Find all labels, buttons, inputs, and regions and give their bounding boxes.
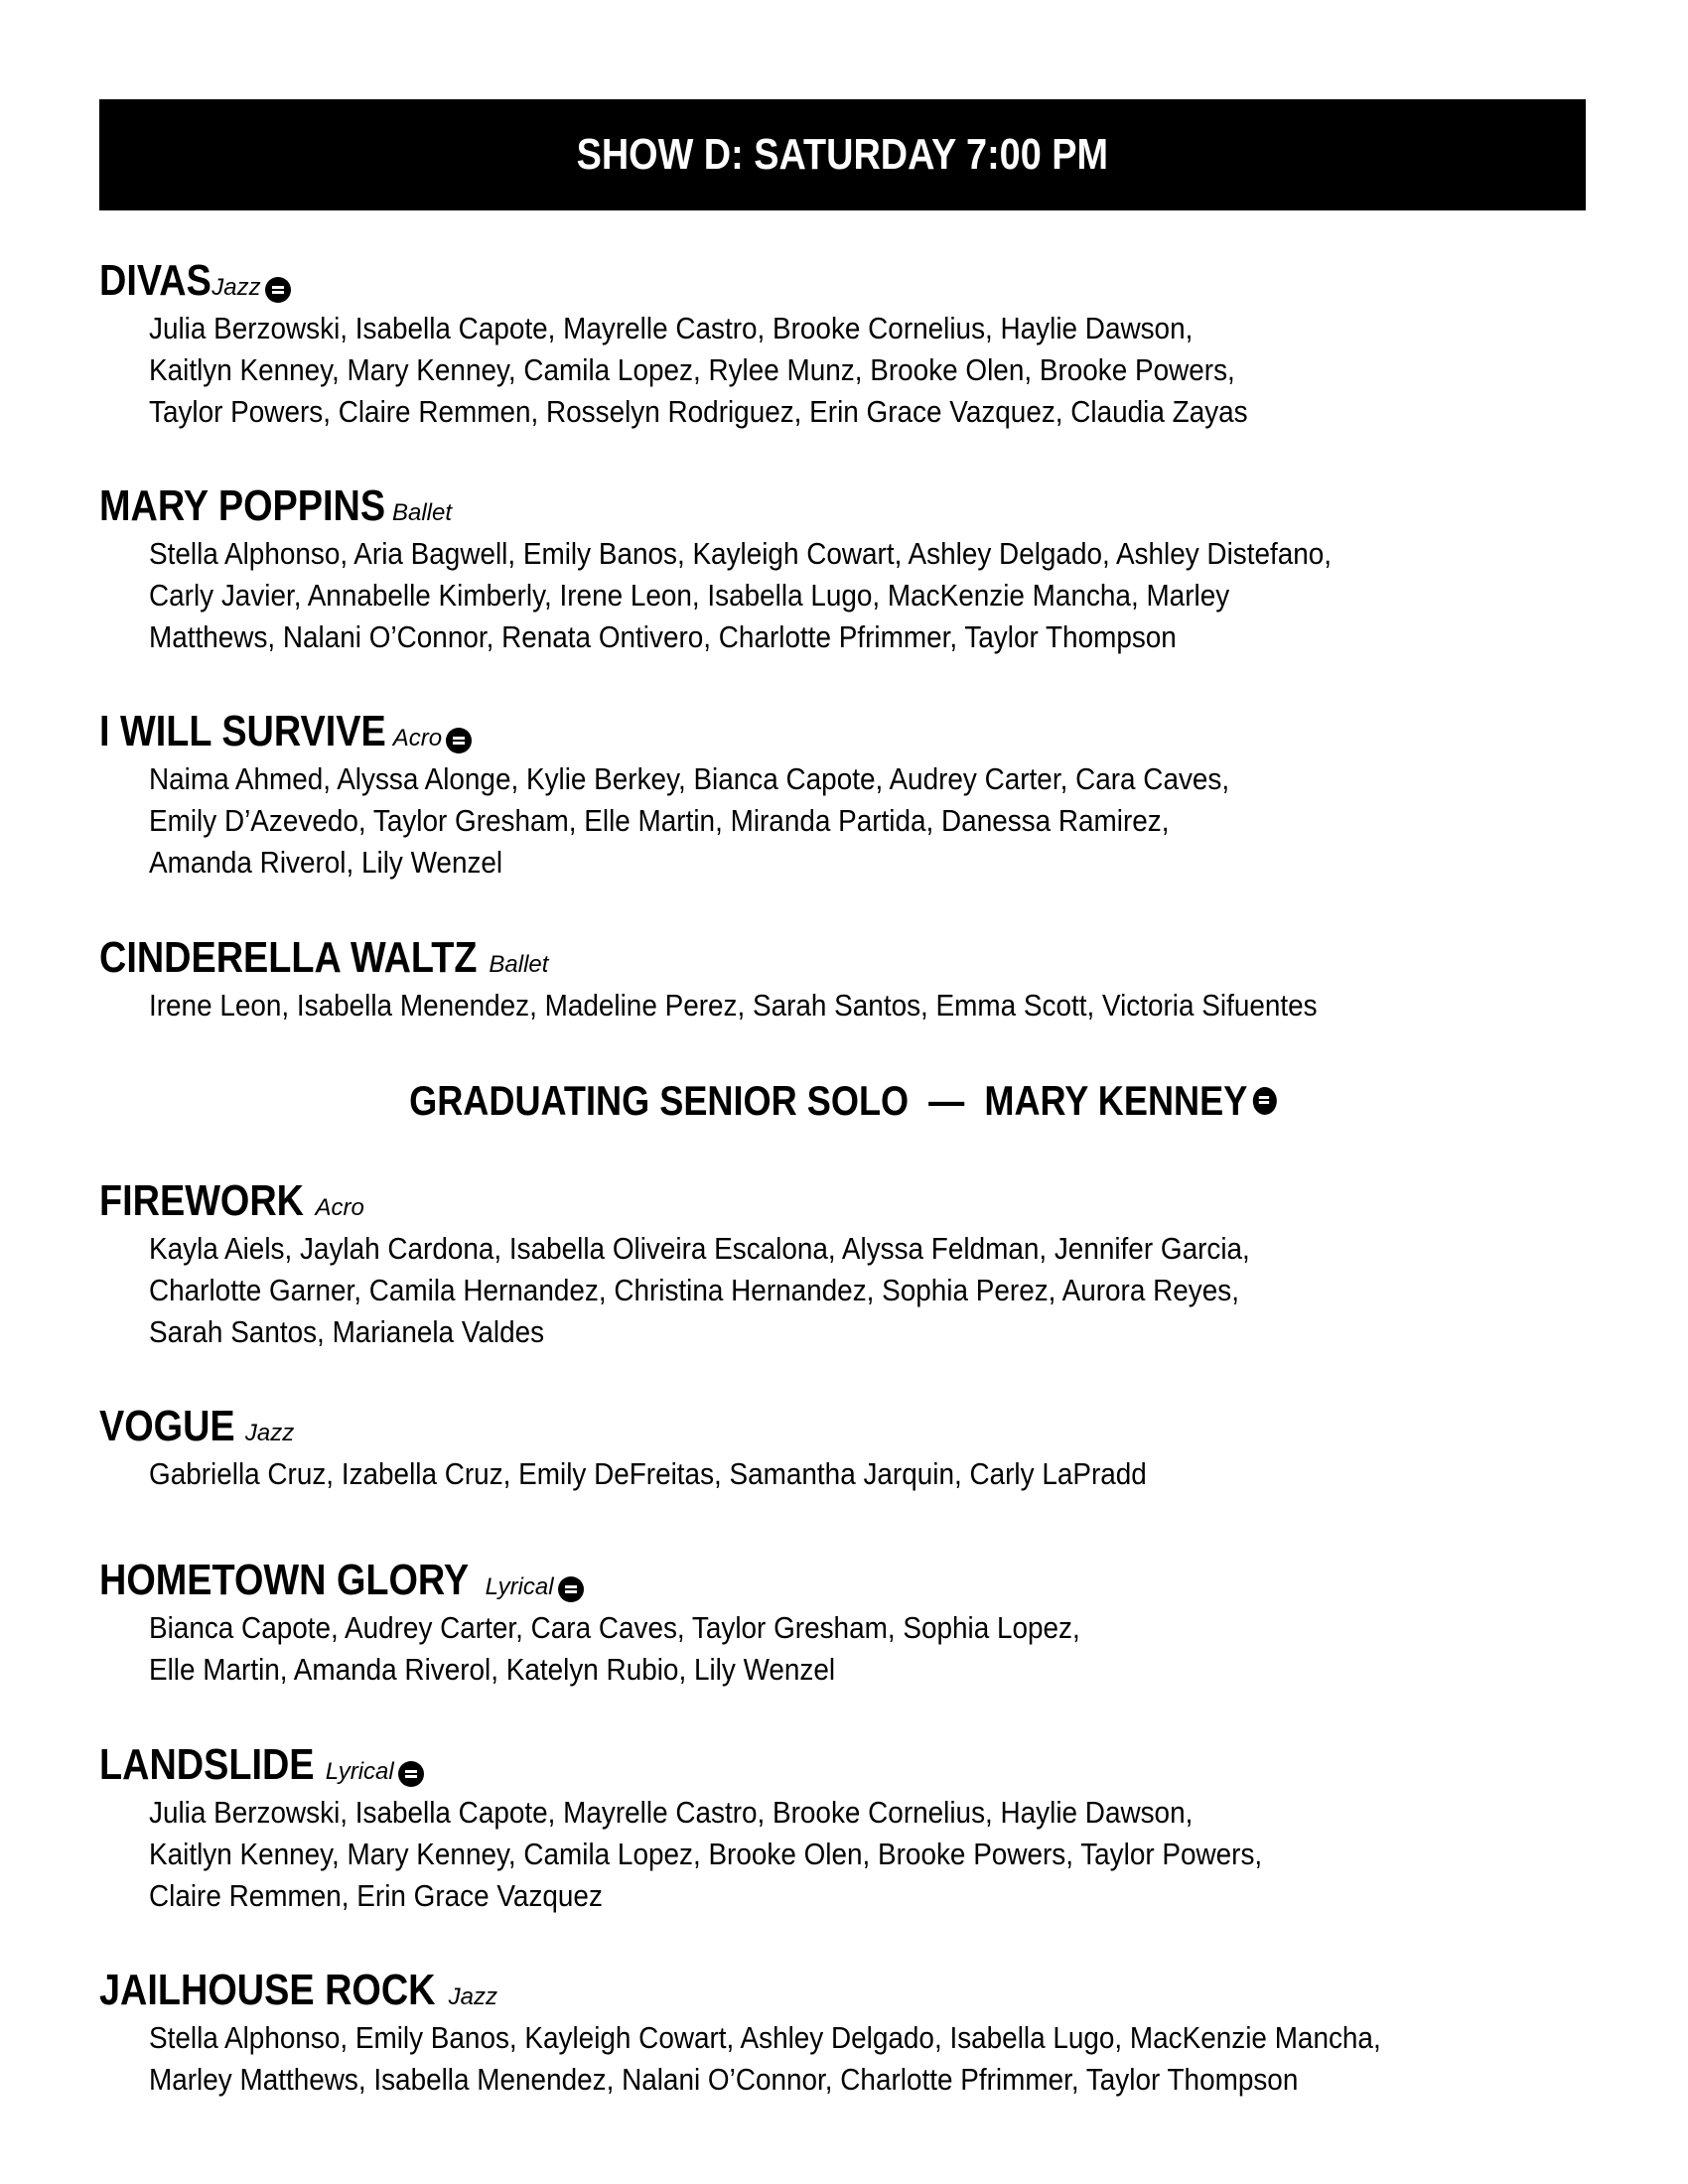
routine-title: MARY POPPINS [99, 481, 386, 530]
senior-solo-heading [99, 1077, 1586, 1125]
routine-divas [99, 256, 1609, 433]
cast-line: Irene Leon, Isabella Menendez, Madeline Perez, Sarah Santos, Emma Scott, Victoria Sifuentes [149, 988, 1318, 1023]
routine-title: I WILL SURVIVE [99, 707, 386, 755]
cast-line: Claire Remmen, Erin Grace Vazquez [149, 1878, 603, 1913]
routine-title: LANDSLIDE [99, 1740, 315, 1789]
show-title: SHOW D: SATURDAY 7:00 PM [576, 130, 1109, 179]
smiley-icon [1252, 1087, 1276, 1115]
routine-style: Acro [392, 725, 443, 751]
routine-landslide [99, 1740, 1609, 1917]
smiley-icon [265, 277, 291, 303]
cast-line: Stella Alphonso, Aria Bagwell, Emily Banos, Kayleigh Cowart, Ashley Delgado, Ashley Distefano, [149, 536, 1333, 571]
routine-style: Jazz [448, 1983, 497, 2010]
cast-line: Naima Ahmed, Alyssa Alonge, Kylie Berkey, Bianca Capote, Audrey Carter, Cara Caves, [149, 761, 1230, 796]
cast-list [149, 1453, 1599, 1495]
cast-line: Julia Berzowski, Isabella Capote, Mayrelle Castro, Brooke Cornelius, Haylie Dawson, [149, 311, 1194, 345]
cast-list [149, 308, 1599, 433]
cast-list [149, 533, 1599, 658]
cast-line: Elle Martin, Amanda Riverol, Katelyn Rubio, Lily Wenzel [149, 1652, 836, 1687]
cast-line: Kaitlyn Kenney, Mary Kenney, Camila Lopez, Brooke Olen, Brooke Powers, Taylor Powers, [149, 1837, 1263, 1871]
smiley-icon [446, 728, 472, 753]
cast-line: Kaitlyn Kenney, Mary Kenney, Camila Lopez, Rylee Munz, Brooke Olen, Brooke Powers, [149, 352, 1235, 387]
cast-list [149, 1792, 1599, 1917]
cast-line: Gabriella Cruz, Izabella Cruz, Emily DeFreitas, Samantha Jarquin, Carly LaPradd [149, 1456, 1147, 1491]
routine-style: Jazz [211, 274, 261, 301]
routine-style: Lyrical [325, 1758, 394, 1785]
routine-title: CINDERELLA WALTZ [99, 933, 478, 982]
routine-cinderella-waltz [99, 933, 1609, 1026]
cast-list [149, 758, 1599, 884]
routine-i-will-survive [99, 707, 1609, 884]
cast-line: Kayla Aiels, Jaylah Cardona, Isabella Oliveira Escalona, Alyssa Feldman, Jennifer Garcia, [149, 1231, 1250, 1266]
smiley-icon [398, 1761, 424, 1787]
routine-firework [99, 1176, 1609, 1353]
routine-title: DIVAS [99, 256, 211, 305]
cast-list [149, 1607, 1599, 1691]
cast-line: Taylor Powers, Claire Remmen, Rosselyn Rodriguez, Erin Grace Vazquez, Claudia Zayas [149, 394, 1248, 429]
routine-hometown-glory [99, 1556, 1609, 1691]
cast-line: Sarah Santos, Marianela Valdes [149, 1314, 545, 1349]
cast-line: Matthews, Nalani O’Connor, Renata Ontivero, Charlotte Pfrimmer, Taylor Thompson [149, 619, 1177, 654]
routine-title: JAILHOUSE ROCK [99, 1966, 436, 2014]
routine-title: VOGUE [99, 1402, 235, 1450]
cast-line: Amanda Riverol, Lily Wenzel [149, 845, 503, 880]
routine-mary-poppins [99, 481, 1609, 658]
routine-style: Lyrical [485, 1573, 554, 1600]
senior-solo-text: GRADUATING SENIOR SOLO — MARY KENNEY [408, 1077, 1247, 1124]
show-header-banner [99, 99, 1586, 210]
routine-style: Ballet [391, 499, 453, 526]
cast-line: Stella Alphonso, Emily Banos, Kayleigh Cowart, Ashley Delgado, Isabella Lugo, MacKenzie Mancha, [149, 2020, 1381, 2055]
routine-title: HOMETOWN GLORY [99, 1556, 470, 1604]
cast-line: Emily D’Azevedo, Taylor Gresham, Elle Martin, Miranda Partida, Danessa Ramirez, [149, 803, 1170, 838]
cast-list [149, 2017, 1599, 2101]
routine-style: Jazz [244, 1420, 295, 1446]
cast-line: Julia Berzowski, Isabella Capote, Mayrelle Castro, Brooke Cornelius, Haylie Dawson, [149, 1795, 1194, 1830]
routine-jailhouse-rock [99, 1966, 1609, 2101]
routine-style: Acro [315, 1194, 364, 1221]
cast-line: Charlotte Garner, Camila Hernandez, Christina Hernandez, Sophia Perez, Aurora Reyes, [149, 1273, 1239, 1307]
cast-line: Bianca Capote, Audrey Carter, Cara Caves, Taylor Gresham, Sophia Lopez, [149, 1610, 1080, 1645]
cast-list [149, 985, 1599, 1026]
cast-line: Marley Matthews, Isabella Menendez, Nalani O’Connor, Charlotte Pfrimmer, Taylor Thompson [149, 2062, 1299, 2097]
routine-title: FIREWORK [99, 1176, 304, 1225]
routine-style: Ballet [489, 951, 549, 978]
smiley-icon [558, 1576, 584, 1602]
cast-list [149, 1228, 1599, 1353]
routine-vogue [99, 1402, 1609, 1495]
cast-line: Carly Javier, Annabelle Kimberly, Irene Leon, Isabella Lugo, MacKenzie Mancha, Marley [149, 578, 1230, 613]
